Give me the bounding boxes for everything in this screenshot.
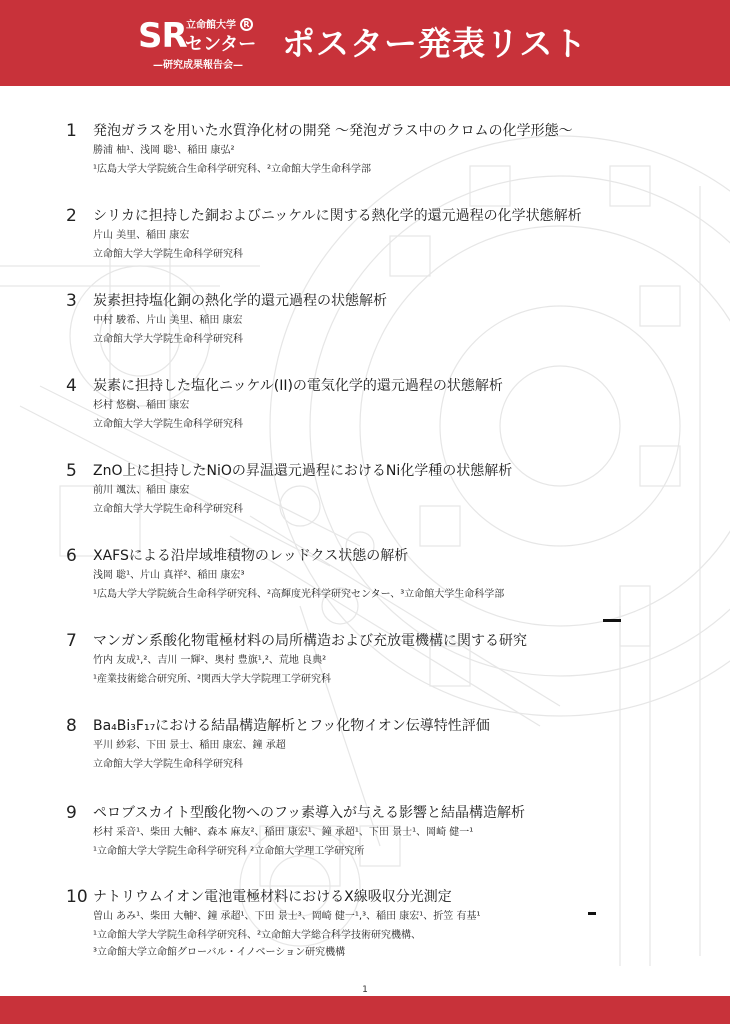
entry-affiliation: ¹広島大学大学院統合生命科学研究科、²高輝度光科学研究センター、³立命館大学生命科学部 bbox=[93, 589, 505, 600]
margin-marker bbox=[603, 619, 621, 622]
margin-marker bbox=[588, 912, 596, 915]
entry-affiliation: 立命館大学大学院生命科学研究科 bbox=[93, 759, 243, 770]
logo-center-text: センター bbox=[185, 34, 257, 55]
entry-affiliation: ¹立命館大学大学院生命科学研究科 ²立命館大学理工学研究所 bbox=[93, 846, 365, 857]
entry-title: ZnO上に担持したNiOの昇温還元過程におけるNi化学種の状態解析 bbox=[93, 463, 513, 479]
entry-number: 3 bbox=[66, 291, 77, 311]
entry-authors: 杉村 采音¹、柴田 大輔²、森本 麻友²、稲田 康宏¹、鐘 承超¹、下田 景士¹、岡崎 健一¹ bbox=[93, 827, 474, 838]
entry-affiliation: ¹立命館大学大学院生命科学研究科、²立命館大学総合科学技術研究機構、 bbox=[93, 930, 422, 941]
entry-authors: 杉村 悠樹、稲田 康宏 bbox=[93, 400, 190, 411]
entry-number: 5 bbox=[66, 461, 77, 481]
page-title: ポスター発表リスト bbox=[282, 24, 588, 63]
entry-number: 6 bbox=[66, 546, 77, 566]
entry-title: Ba₄Bi₃F₁₇における結晶構造解析とフッ化物イオン伝導特性評価 bbox=[93, 718, 490, 734]
entry-number: 7 bbox=[66, 631, 77, 651]
entry-authors: 勝浦 柚¹、浅岡 聡¹、稲田 康弘² bbox=[93, 145, 235, 156]
entry-authors: 曽山 あみ¹、柴田 大輔²、鐘 承超¹、下田 景士³、岡崎 健一¹,³、稲田 康宏¹、折笠 有基¹ bbox=[93, 911, 481, 922]
entry-affiliation: ¹広島大学大学院統合生命科学研究科、²立命館大学生命科学部 bbox=[93, 164, 372, 175]
entry-title: 発泡ガラスを用いた水質浄化材の開発 ～発泡ガラス中のクロムの化学形態～ bbox=[93, 123, 573, 139]
entry-authors: 片山 美里、稲田 康宏 bbox=[93, 230, 190, 241]
entry-title: XAFSによる沿岸域堆積物のレッドクス状態の解析 bbox=[93, 548, 409, 564]
entry-affiliation: 立命館大学大学院生命科学研究科 bbox=[93, 504, 243, 515]
entry-affiliation-continued: ³立命館大学立命館グローバル・イノベーション研究機構 bbox=[93, 947, 346, 958]
entry-number: 9 bbox=[66, 803, 77, 823]
entry-affiliation: 立命館大学大学院生命科学研究科 bbox=[93, 419, 243, 430]
entry-title: 炭素に担持した塩化ニッケル(II)の電気化学的還元過程の状態解析 bbox=[93, 378, 503, 394]
entry-title: ナトリウムイオン電池電極材料におけるX線吸収分光測定 bbox=[93, 889, 452, 905]
logo-university: 立命館大学 bbox=[186, 20, 236, 31]
entry-title: シリカに担持した銅およびニッケルに関する熱化学的還元過程の化学状態解析 bbox=[93, 208, 582, 224]
entry-number: 10 bbox=[66, 887, 88, 907]
entry-affiliation: 立命館大学大学院生命科学研究科 bbox=[93, 249, 243, 260]
entry-affiliation: 立命館大学大学院生命科学研究科 bbox=[93, 334, 243, 345]
entry-affiliation: ¹産業技術総合研究所、²関西大学大学院理工学研究科 bbox=[93, 674, 332, 685]
registered-mark-icon: R bbox=[240, 18, 253, 31]
entry-authors: 浅岡 聡¹、片山 真祥²、稲田 康宏³ bbox=[93, 570, 245, 581]
entry-number: 1 bbox=[66, 121, 77, 141]
logo-sr-letters: SR bbox=[138, 16, 187, 56]
entry-number: 4 bbox=[66, 376, 77, 396]
page-number: 1 bbox=[362, 985, 368, 995]
entry-authors: 中村 駿希、片山 美里、稲田 康宏 bbox=[93, 315, 243, 326]
entry-number: 2 bbox=[66, 206, 77, 226]
logo-subtitle: —研究成果報告会— bbox=[153, 60, 243, 71]
entry-title: 炭素担持塩化銅の熱化学的還元過程の状態解析 bbox=[93, 293, 387, 309]
entry-authors: 前川 颯汰、稲田 康宏 bbox=[93, 485, 190, 496]
entry-title: マンガン系酸化物電極材料の局所構造および充放電機構に関する研究 bbox=[93, 633, 527, 649]
entry-number: 8 bbox=[66, 716, 77, 736]
entry-title: ペロブスカイト型酸化物へのフッ素導入が与える影響と結晶構造解析 bbox=[93, 805, 526, 821]
entry-authors: 竹内 友成¹,²、吉川 一輝²、奥村 豊旗¹,²、荒地 良典² bbox=[93, 655, 327, 666]
entry-authors: 平川 紗彩、下田 景士、稲田 康宏、鐘 承超 bbox=[93, 740, 286, 751]
